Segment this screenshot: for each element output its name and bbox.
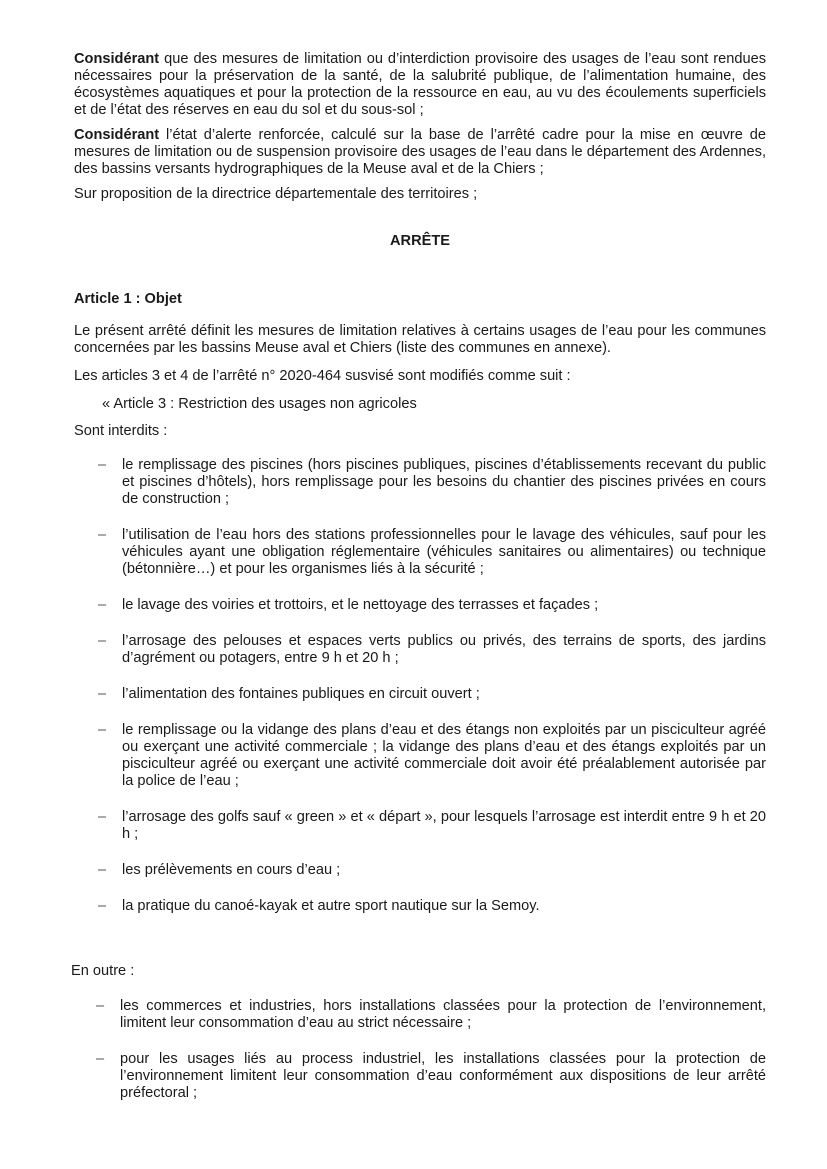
- list-item: [74, 686, 766, 703]
- proposition-paragraph: Sur proposition de la directrice départementale des territoires ;: [74, 186, 478, 202]
- list-item: [74, 722, 766, 790]
- list-item: [74, 809, 766, 843]
- list-item: [74, 633, 766, 667]
- list-item: [74, 1051, 766, 1102]
- dash-bullet: –: [96, 998, 105, 1014]
- document-page: [71, 51, 767, 1121]
- dash-bullet: –: [98, 862, 107, 878]
- list-item: [74, 862, 766, 879]
- considerant-keyword: Considérant: [74, 51, 160, 67]
- list-item-text: pour les usages liés au process industriel, les installations classées pour la protection de l’environnement limitent leur consommation d’eau conformément aux dispositions de leur arrêté préfectoral ;: [120, 1051, 766, 1101]
- list-item-text: l’utilisation de l’eau hors des stations professionnelles pour le lavage des véhicules, sauf pour les véhicules ayant une obligation réglementaire (véhicules sanitaires ou alimentaires) ou technique (bétonnière…) et pour les organismes liés à la sécurité ;: [122, 527, 766, 577]
- interdits-label: Sont interdits :: [74, 423, 168, 439]
- list-item-text: le remplissage ou la vidange des plans d’eau et des étangs non exploités par un pisciculteur agréé ou exerçant une activité commerciale ; la vidange des plans d’eau et des étangs exploités par un pisciculteur agréé ou exerçant une activité commerciale doit avoir été préalablement autorisée par la police de l’eau ;: [122, 722, 766, 789]
- dash-bullet: –: [98, 686, 107, 702]
- considerant-paragraph-2: [74, 127, 766, 178]
- list-item-text: les commerces et industries, hors installations classées pour la protection de l’environnement, limitent leur consommation d’eau au strict nécessaire ;: [120, 998, 766, 1031]
- list-item-text: l’alimentation des fontaines publiques en circuit ouvert ;: [122, 686, 480, 702]
- arrete-heading: ARRÊTE: [390, 233, 450, 249]
- list-item-text: le remplissage des piscines (hors piscines publiques, piscines d’établissements recevant du public et piscines d’hôtels), hors remplissage pour les besoins du chantier des piscines privées en cours de construction ;: [122, 457, 766, 507]
- list-item: [74, 597, 766, 614]
- dash-bullet: –: [98, 457, 107, 473]
- interdits-list: [74, 457, 766, 915]
- dash-bullet: –: [96, 1051, 105, 1067]
- dash-bullet: –: [98, 722, 107, 738]
- list-item: [74, 998, 766, 1032]
- article-1-intro: Le présent arrêté définit les mesures de limitation relatives à certains usages de l’eau pour les communes concernées par les bassins Meuse aval et Chiers (liste des communes en annexe).: [74, 323, 766, 356]
- list-item-text: l’arrosage des golfs sauf « green » et « départ », pour lesquels l’arrosage est interdit entre 9 h et 20 h ;: [122, 809, 766, 842]
- article-3-title: « Article 3 : Restriction des usages non agricoles: [102, 396, 417, 412]
- dash-bullet: –: [98, 898, 107, 914]
- list-item-text: les prélèvements en cours d’eau ;: [122, 862, 341, 878]
- considerant-paragraph-1: [74, 51, 766, 119]
- dash-bullet: –: [98, 597, 107, 613]
- considerant-text: l’état d’alerte renforcée, calculé sur la base de l’arrêté cadre pour la mise en œuvre de mesures de limitation ou de suspension provisoire des usages de l’eau dans le département des Ardennes, des bassins versants hydrographiques de la Meuse aval et de la Chiers ;: [74, 127, 767, 177]
- considerant-text: que des mesures de limitation ou d’interdiction provisoire des usages de l’eau sont rendues nécessaires pour la préservation de la santé, de la salubrité publique, de l’alimentation humaine, des écosystèmes aquatiques et pour la protection de la ressource en eau, au vu des écoulements superficiels et de l’état des réserves en eau du sol et du sous-sol ;: [74, 51, 766, 118]
- list-item-text: la pratique du canoé-kayak et autre sport nautique sur la Semoy.: [122, 898, 540, 914]
- dash-bullet: –: [98, 633, 107, 649]
- list-item-text: l’arrosage des pelouses et espaces verts publics ou privés, des terrains de sports, des jardins d’agrément ou potagers, entre 9 h et 20 h ;: [122, 633, 766, 666]
- article-1-modification: Les articles 3 et 4 de l’arrêté n° 2020-464 susvisé sont modifiés comme suit :: [74, 368, 571, 384]
- dash-bullet: –: [98, 527, 107, 543]
- list-item: [74, 457, 766, 508]
- dash-bullet: –: [98, 809, 107, 825]
- article-1-title: Article 1 : Objet: [74, 291, 182, 307]
- en-outre-label: En outre :: [71, 963, 135, 979]
- considerant-keyword: Considérant: [74, 127, 160, 143]
- en-outre-list: [74, 998, 766, 1102]
- list-item-text: le lavage des voiries et trottoirs, et le nettoyage des terrasses et façades ;: [122, 597, 599, 613]
- list-item: [74, 898, 766, 915]
- list-item: [74, 527, 766, 578]
